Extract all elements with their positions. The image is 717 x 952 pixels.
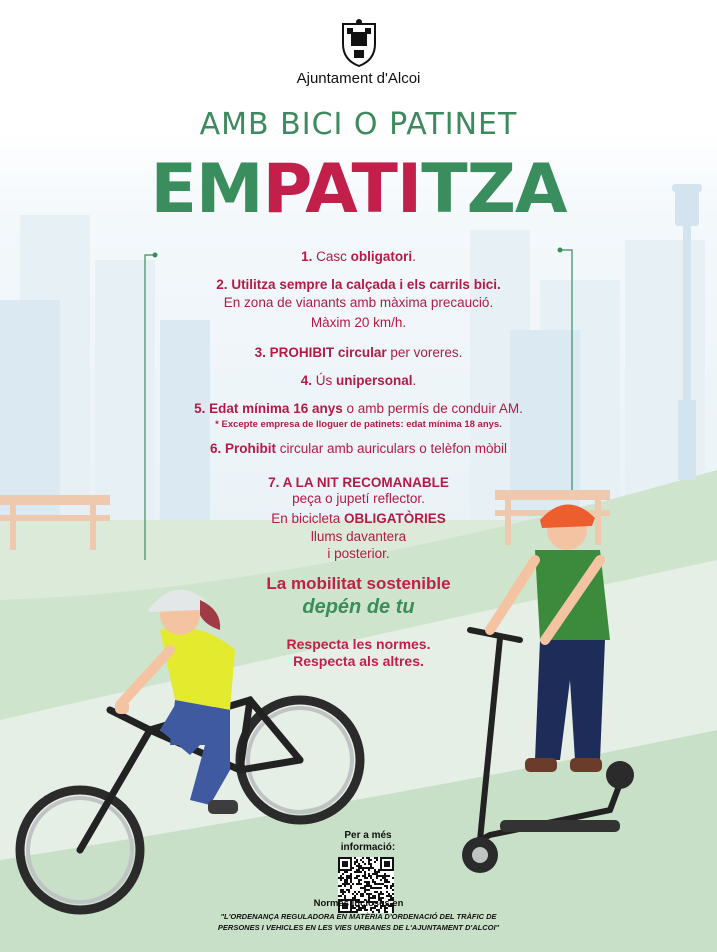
rule-text: En bicicleta — [271, 511, 345, 526]
scooter-rider-illustration — [440, 490, 660, 880]
rule-text: Casc — [312, 249, 351, 264]
qr-label-line2: informació: — [340, 842, 396, 853]
rule-text-bold: Utilitza sempre la calçada i els carrils bici. — [227, 277, 501, 292]
main-title — [0, 150, 717, 229]
rule-text: En zona de vianants amb màxima precaució. — [223, 295, 494, 310]
respect-line2: Respecta als altres. — [293, 653, 424, 669]
rule-number: 4. — [300, 373, 312, 388]
organization-name: Ajuntament d'Alcoi — [296, 70, 421, 87]
rule-text-bold: OBLIGATÒRIES — [344, 511, 446, 526]
slogan-line1: La mobilitat sostenible — [266, 574, 451, 593]
rule-line-3 — [0, 294, 717, 312]
rule-text-bold: A LA NIT RECOMANABLE — [279, 475, 449, 490]
qr-label-line1: Per a més — [344, 830, 392, 841]
rule-text: peça o jupetí reflector. — [292, 491, 425, 506]
rule-text-bold: obligatori — [350, 249, 413, 264]
rule-text-bold: * Excepte empresa de lloguer de patinets: edat mínima 18 anys. — [215, 419, 502, 430]
rule-number: 1. — [301, 249, 313, 264]
subtitle: AMB BICI O PATINET — [199, 107, 518, 142]
rule-line-9 — [0, 440, 717, 458]
main-title-part3: TZA — [421, 150, 567, 229]
rule-text: i posterior. — [327, 546, 390, 561]
rule-text-bold: Edat mínima 16 anys — [205, 401, 343, 416]
rule-line-4 — [0, 314, 717, 332]
rule-text-bold: Prohibit — [221, 441, 276, 456]
respect-line1: Respecta les normes. — [286, 636, 431, 652]
rule-text: Màxim 20 km/h. — [310, 315, 407, 330]
rule-text: per voreres. — [386, 345, 463, 360]
rule-number: 6. — [209, 441, 222, 456]
rule-number: 3. — [254, 345, 266, 360]
qr-label — [318, 830, 418, 854]
rule-line-6 — [0, 372, 717, 390]
rule-text: llums davantera — [310, 529, 407, 544]
rule-text: circular amb auriculars o telèfon mòbil — [275, 441, 508, 456]
footer-ordinance: "L'ORDENANÇA REGULADORA EN MATÈRIA D'ORDENACIÓ DEL TRÀFIC DE PERSONES I VEHICLES EN LES VIES URBANES DE L'AJUNTAMENT D'ALCOI" — [217, 912, 500, 932]
rule-text: . — [412, 249, 416, 264]
rule-line-1 — [0, 248, 717, 266]
cyclist-illustration — [0, 570, 370, 940]
rule-line-5 — [0, 344, 717, 362]
rule-line-2 — [0, 276, 717, 294]
rule-line-8 — [0, 416, 717, 434]
rule-text-bold: PROHIBIT circular — [265, 345, 387, 360]
footer-heading: Normes incloses en — [313, 898, 404, 909]
rule-text: Ús — [311, 373, 336, 388]
rule-text-bold: unipersonal — [336, 373, 413, 388]
rule-number: 2. — [216, 277, 228, 292]
main-title-part2: PATI — [262, 150, 422, 229]
slogan-line2: depén de tu — [302, 596, 415, 618]
rule-text: o amb permís de conduir AM. — [342, 401, 523, 416]
rule-number: 7. — [268, 475, 280, 490]
main-title-part1: EM — [150, 150, 263, 229]
rule-number: 5. — [194, 401, 206, 416]
rule-text: . — [412, 373, 417, 388]
seal-icon — [337, 18, 381, 68]
